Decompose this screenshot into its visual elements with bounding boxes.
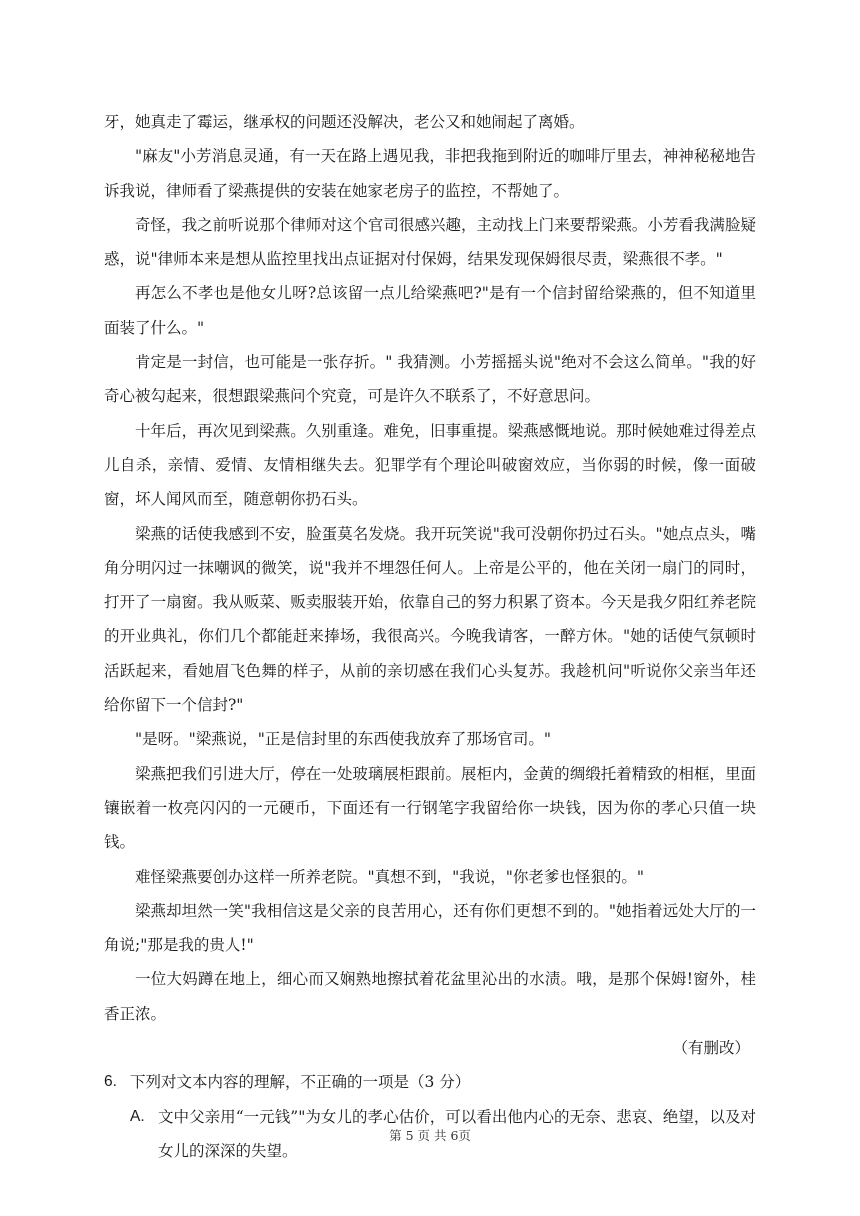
question-6	[104, 1065, 756, 1099]
question-number: 6.	[104, 1073, 117, 1091]
paragraph-10: 难怪梁燕要创办这样一所养老院。"真想不到，"我说，"你老爹也怪狠的。"	[135, 867, 645, 886]
paragraph-6: 十年后，再次见到梁燕。久别重逢。难免，旧事重提。梁燕感慨地说。那时候她难过得差点儿自杀，亲情、爱情、友情相继失去。犯罪学有个理论叫破窗效应，当你弱的时候，像一面破窗，坏人闻风而至，随意朝你扔石头。	[104, 421, 756, 509]
page-footer: 第 5 页 共 6页	[389, 1128, 471, 1143]
paragraph-7: 梁燕的话使我感到不安，脸蛋莫名发烧。我开玩笑说"我可没朝你扔过石头。"她点点头，嘴角分明闪过一抹嘲讽的微笑，说"我并不埋怨任何人。上帝是公平的，他在关闭一扇门的同时，打开了一扇窗。我从贩菜、贩卖服装开始，依靠自己的努力积累了资本。今天是我夕阳红养老院的开业典礼，你们几个都能赶来捧场，我很高兴。今晚我请客，一醉方休。"她的话使气氛顿时活跃起来，看她眉飞色舞的样子，从前的亲切感在我们心头复苏。我趁机问"听说你父亲当年还给你留下一个信封?"	[104, 524, 756, 715]
option-letter: A.	[130, 1107, 145, 1125]
paragraph-2: "麻友"小芳消息灵通，有一天在路上遇见我，非把我拖到附近的咖啡厅里去，神神秘秘地告诉我说，律师看了梁燕提供的安装在她家老房子的监控，不帮她了。	[104, 147, 756, 200]
paragraph-11: 梁燕却坦然一笑"我相信这是父亲的良苦用心，还有你们更想不到的。"她指着远处大厅的一角说;"那是我的贵人!"	[104, 901, 756, 955]
paragraph-8: "是呀。"梁燕说，"正是信封里的东西使我放弃了那场官司。"	[135, 730, 552, 749]
paragraph-9: 梁燕把我们引进大厅，停在一处玻璃展柜跟前。展柜内，金黄的绸缎托着精致的相框，里面镶嵌着一枚亮闪闪的一元硬币，下面还有一行钢笔字我留给你一块钱，因为你的孝心只值一块钱。	[104, 764, 756, 852]
paragraph-5: 肯定是一封信，也可能是一张存折。" 我猜测。小芳摇摇头说"绝对不会这么简单。"我的好奇心被勾起来，很想跟梁燕问个究竟，可是许久不联系了，不好意思问。	[104, 353, 756, 406]
paragraph-4: 再怎么不孝也是他女儿呀?总该留一点儿给梁燕吧?"是有一个信封留给梁燕的，但不知道里面装了什么。"	[104, 284, 756, 337]
source-note: （有删改）	[672, 1039, 750, 1058]
option-text: 文中父亲用“一元钱”"为女儿的孝心估价，可以看出他内心的无奈、悲哀、绝望，以及对女儿的深深的失望。	[158, 1107, 756, 1160]
question-text: 下列对文本内容的理解，不正确的一项是（3 分）	[130, 1073, 471, 1092]
article-body	[104, 105, 756, 1168]
paragraph-1: 牙，她真走了霉运，继承权的问题还没解决，老公又和她闹起了离婚。	[104, 113, 585, 131]
paragraph-3: 奇怪，我之前听说那个律师对这个官司很感兴趣，主动找上门来要帮梁燕。小芳看我满脸疑惑，说"律师本来是想从监控里找出点证据对付保姆，结果发现保姆很尽责，梁燕很不孝。"	[104, 215, 756, 269]
paragraph-12: 一位大妈蹲在地上，细心而又娴熟地擦拭着花盆里沁出的水渍。哦，是那个保姆!窗外，桂香正浓。	[104, 970, 756, 1023]
